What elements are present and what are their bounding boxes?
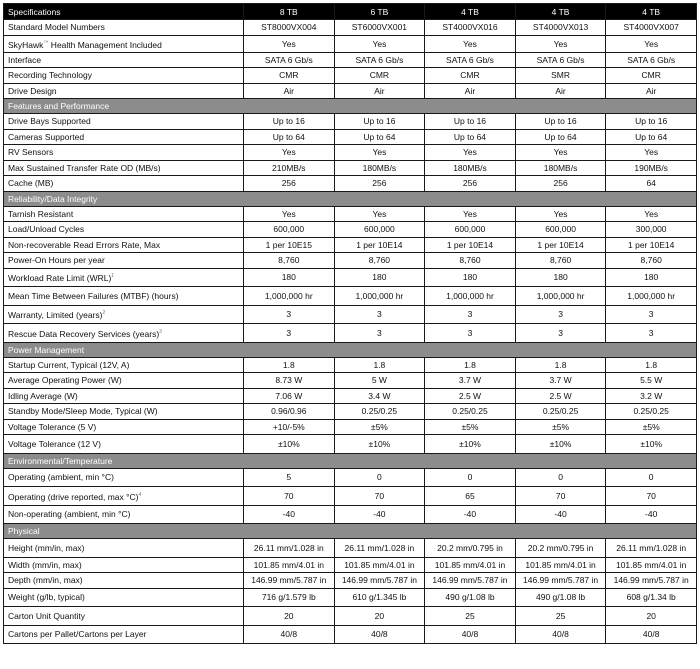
row-label-cell [4, 419, 244, 435]
spec-value-cell: 3 [425, 324, 516, 343]
table-row [4, 539, 697, 558]
spec-value-cell: 65 [425, 487, 516, 506]
spec-value-cell: 3 [425, 305, 516, 324]
spec-value-cell: Up to 16 [334, 114, 425, 130]
spec-value-cell: Up to 16 [244, 114, 335, 130]
spec-value-cell: ST8000VX004 [244, 20, 335, 36]
spec-value-cell: CMR [606, 68, 697, 84]
row-label: Max Sustained Transfer Rate OD (MB/s) [8, 162, 161, 173]
spec-value-cell: Yes [515, 145, 606, 161]
row-label: Tarnish Resistant [8, 208, 74, 219]
spec-value-cell: 20.2 mm/0.795 in [425, 539, 516, 558]
table-row [4, 588, 697, 607]
row-label-cell [4, 206, 244, 222]
spec-value-cell: 490 g/1.08 lb [515, 588, 606, 607]
spec-value-cell: Air [606, 83, 697, 99]
row-label-cell [4, 35, 244, 52]
row-label: Idling Average (W) [8, 390, 78, 401]
spec-value-cell: 26.11 mm/1.028 in [334, 539, 425, 558]
spec-value-cell: 256 [425, 176, 516, 192]
spec-value-cell: -40 [606, 505, 697, 524]
spec-value-cell: 3 [606, 324, 697, 343]
spec-value-cell: 190MB/s [606, 160, 697, 176]
row-label: Width (mm/in, max) [8, 559, 82, 570]
spec-value-cell: 146.99 mm/5.787 in [334, 573, 425, 589]
row-label-cell [4, 625, 244, 644]
spec-value-cell: 180 [606, 268, 697, 287]
spec-value-cell: 146.99 mm/5.787 in [606, 573, 697, 589]
spec-value-cell: 2.5 W [515, 388, 606, 404]
row-label-cell [4, 557, 244, 573]
spec-value-cell: ±10% [244, 435, 335, 454]
spec-value-cell: 3 [606, 305, 697, 324]
spec-value-cell: Yes [515, 35, 606, 52]
spec-value-cell: 20 [606, 607, 697, 626]
row-label-cell [4, 237, 244, 253]
row-label: Drive Bays Supported [8, 116, 91, 127]
spec-value-cell: 70 [515, 487, 606, 506]
spec-value-cell: -40 [334, 505, 425, 524]
table-row [4, 404, 697, 420]
table-row [4, 324, 697, 343]
row-label: Drive Design [8, 85, 57, 96]
row-label: Average Operating Power (W) [8, 375, 122, 386]
row-label: Depth (mm/in, max) [8, 575, 83, 586]
footnote-marker: 4 [138, 491, 142, 498]
table-row [4, 160, 697, 176]
spec-value-cell: 3 [334, 324, 425, 343]
spec-value-cell: ±10% [606, 435, 697, 454]
row-label: Power-On Hours per year [8, 255, 105, 266]
spec-value-cell: Air [244, 83, 335, 99]
spec-value-cell: 1 per 10E15 [244, 237, 335, 253]
spec-value-cell: 8,760 [515, 253, 606, 269]
spec-value-cell: 101.85 mm/4.01 in [334, 557, 425, 573]
row-label-cell [4, 20, 244, 36]
spec-value-cell: 64 [606, 176, 697, 192]
row-label-cell [4, 222, 244, 238]
row-label-cell [4, 253, 244, 269]
spec-value-cell: 1,000,000 hr [334, 287, 425, 306]
row-label: Voltage Tolerance (5 V) [8, 421, 97, 432]
footnote-marker: ™ [43, 39, 49, 46]
spec-value-cell: 0 [606, 468, 697, 487]
spec-value-cell: 146.99 mm/5.787 in [425, 573, 516, 589]
spec-value-cell: 101.85 mm/4.01 in [606, 557, 697, 573]
spec-value-cell: Yes [244, 206, 335, 222]
spec-value-cell: 180MB/s [334, 160, 425, 176]
spec-value-cell: Up to 64 [515, 129, 606, 145]
spec-value-cell: Yes [334, 206, 425, 222]
row-label-cell [4, 83, 244, 99]
row-label-cell [4, 607, 244, 626]
row-label: Voltage Tolerance (12 V) [8, 438, 101, 449]
table-row [4, 435, 697, 454]
spec-value-cell: ±5% [606, 419, 697, 435]
table-row [4, 145, 697, 161]
spec-value-cell: 600,000 [334, 222, 425, 238]
section-title: Environmental/Temperature [4, 453, 697, 468]
footnote-marker: 1 [111, 273, 115, 280]
footnote-marker: 3 [159, 328, 162, 335]
spec-value-cell: 101.85 mm/4.01 in [244, 557, 335, 573]
spec-value-cell: 180MB/s [515, 160, 606, 176]
table-row [4, 487, 697, 506]
spec-value-cell: 5.5 W [606, 373, 697, 389]
spec-value-cell: 210MB/s [244, 160, 335, 176]
spec-value-cell: 3 [515, 305, 606, 324]
row-label: Startup Current, Typical (12V, A) [8, 359, 130, 370]
spec-value-cell: 101.85 mm/4.01 in [425, 557, 516, 573]
section-header-row [4, 99, 697, 114]
spec-value-cell: -40 [244, 505, 335, 524]
row-label-cell [4, 357, 244, 373]
row-label-cell [4, 373, 244, 389]
spec-value-cell: 256 [334, 176, 425, 192]
spec-value-cell: CMR [425, 68, 516, 84]
spec-value-cell: 1,000,000 hr [244, 287, 335, 306]
spec-value-cell: 0 [334, 468, 425, 487]
spec-value-cell: 3.4 W [334, 388, 425, 404]
spec-value-cell: 3 [334, 305, 425, 324]
spec-value-cell: ±5% [334, 419, 425, 435]
table-row [4, 468, 697, 487]
table-row [4, 129, 697, 145]
spec-value-cell: 8,760 [425, 253, 516, 269]
row-label: Operating (ambient, min °C) [8, 472, 114, 483]
spec-value-cell: SATA 6 Gb/s [606, 52, 697, 68]
spec-value-cell: +10/-5% [244, 419, 335, 435]
row-label: Standard Model Numbers [8, 22, 105, 33]
row-label: Height (mm/in, max) [8, 542, 85, 553]
spec-value-cell: Yes [425, 206, 516, 222]
row-label: Cameras Supported [8, 131, 85, 142]
spec-sheet [3, 0, 696, 644]
spec-value-cell: SATA 6 Gb/s [515, 52, 606, 68]
row-label: Non-operating (ambient, min °C) [8, 509, 131, 520]
row-label-cell [4, 388, 244, 404]
table-row [4, 287, 697, 306]
spec-value-cell: 5 W [334, 373, 425, 389]
table-row [4, 206, 697, 222]
spec-value-cell: 0 [515, 468, 606, 487]
spec-value-cell: ±10% [334, 435, 425, 454]
specifications-table-body [4, 4, 697, 644]
footnote-marker: 2 [102, 310, 106, 317]
row-label: Cartons per Pallet/Cartons per Layer [8, 629, 147, 640]
spec-value-cell: 25 [515, 607, 606, 626]
spec-value-cell: 8,760 [606, 253, 697, 269]
spec-value-cell: ST4000VX016 [425, 20, 516, 36]
section-title: Power Management [4, 342, 697, 357]
spec-value-cell: 180 [334, 268, 425, 287]
table-row [4, 305, 697, 324]
row-label: RV Sensors [8, 147, 54, 158]
table-row [4, 505, 697, 524]
row-label-cell [4, 129, 244, 145]
table-row [4, 253, 697, 269]
row-label: Warranty, Limited (years) [8, 310, 103, 321]
spec-value-cell: 600,000 [244, 222, 335, 238]
spec-value-cell: Yes [244, 35, 335, 52]
spec-value-cell: Air [515, 83, 606, 99]
spec-value-cell: 600,000 [515, 222, 606, 238]
spec-value-cell: 101.85 mm/4.01 in [515, 557, 606, 573]
spec-value-cell: Up to 16 [425, 114, 516, 130]
row-label-cell [4, 539, 244, 558]
spec-value-cell: 3 [515, 324, 606, 343]
spec-value-cell: 26.11 mm/1.028 in [606, 539, 697, 558]
section-title: Physical [4, 524, 697, 539]
spec-value-cell: Up to 64 [244, 129, 335, 145]
spec-value-cell: 7.06 W [244, 388, 335, 404]
row-label: Rescue Data Recovery Services (years) [8, 328, 160, 339]
spec-value-cell: 70 [334, 487, 425, 506]
row-label-cell [4, 176, 244, 192]
spec-value-cell: 1 per 10E14 [425, 237, 516, 253]
spec-value-cell: 146.99 mm/5.787 in [515, 573, 606, 589]
table-row [4, 35, 697, 52]
spec-value-cell: 180MB/s [425, 160, 516, 176]
spec-value-cell: ST4000VX013 [515, 20, 606, 36]
spec-value-cell: Air [334, 83, 425, 99]
table-row [4, 222, 697, 238]
table-row [4, 176, 697, 192]
spec-value-cell: Yes [244, 145, 335, 161]
row-label-cell [4, 160, 244, 176]
spec-value-cell: 1 per 10E14 [334, 237, 425, 253]
row-label-cell [4, 305, 244, 324]
spec-value-cell: CMR [334, 68, 425, 84]
header-capacity: 4 TB [515, 4, 606, 20]
spec-value-cell: 180 [515, 268, 606, 287]
row-label-cell [4, 145, 244, 161]
spec-value-cell: 40/8 [425, 625, 516, 644]
row-label-cell [4, 588, 244, 607]
spec-value-cell: 1,000,000 hr [425, 287, 516, 306]
spec-value-cell: 1 per 10E14 [606, 237, 697, 253]
spec-value-cell: SATA 6 Gb/s [334, 52, 425, 68]
spec-value-cell: Up to 16 [606, 114, 697, 130]
spec-value-cell: 3 [244, 324, 335, 343]
table-row [4, 52, 697, 68]
table-header-row [4, 4, 697, 20]
spec-value-cell: 300,000 [606, 222, 697, 238]
spec-value-cell: Yes [606, 35, 697, 52]
spec-value-cell: 256 [244, 176, 335, 192]
table-row [4, 625, 697, 644]
spec-value-cell: 610 g/1.345 lb [334, 588, 425, 607]
row-label-cell [4, 114, 244, 130]
spec-value-cell: 40/8 [244, 625, 335, 644]
spec-value-cell: 3.7 W [515, 373, 606, 389]
row-label: Load/Unload Cycles [8, 224, 85, 235]
spec-value-cell: ±5% [425, 419, 516, 435]
spec-value-cell: 2.5 W [425, 388, 516, 404]
row-label-cell [4, 505, 244, 524]
spec-value-cell: 146.99 mm/5.787 in [244, 573, 335, 589]
specifications-table [3, 3, 697, 644]
table-row [4, 357, 697, 373]
table-row [4, 419, 697, 435]
row-label: Cache (MB) [8, 178, 54, 189]
spec-value-cell: Yes [606, 206, 697, 222]
spec-value-cell: SMR [515, 68, 606, 84]
spec-value-cell: 26.11 mm/1.028 in [244, 539, 335, 558]
spec-value-cell: 1,000,000 hr [606, 287, 697, 306]
row-label: Weight (g/lb, typical) [8, 592, 85, 603]
section-title: Reliability/Data Integrity [4, 191, 697, 206]
spec-value-cell: ST6000VX001 [334, 20, 425, 36]
row-label-cell [4, 435, 244, 454]
row-label: Non-recoverable Read Errors Rate, Max [8, 239, 161, 250]
spec-value-cell: Yes [334, 145, 425, 161]
spec-value-cell: Yes [606, 145, 697, 161]
spec-value-cell: Yes [334, 35, 425, 52]
row-label-cell [4, 268, 244, 287]
row-label-cell [4, 287, 244, 306]
header-capacity: 6 TB [334, 4, 425, 20]
spec-value-cell: 0.96/0.96 [244, 404, 335, 420]
row-label-cell [4, 468, 244, 487]
table-row [4, 557, 697, 573]
row-label: Standby Mode/Sleep Mode, Typical (W) [8, 406, 158, 417]
spec-value-cell: 8,760 [244, 253, 335, 269]
table-row [4, 83, 697, 99]
spec-value-cell: 3.7 W [425, 373, 516, 389]
spec-value-cell: 1,000,000 hr [515, 287, 606, 306]
spec-value-cell: Yes [425, 35, 516, 52]
row-label: Mean Time Between Failures (MTBF) (hours) [8, 290, 179, 301]
table-row [4, 373, 697, 389]
spec-value-cell: Up to 64 [425, 129, 516, 145]
row-label: Recording Technology [8, 70, 92, 81]
row-label: Carton Unit Quantity [8, 610, 86, 621]
spec-value-cell: SATA 6 Gb/s [244, 52, 335, 68]
spec-value-cell: -40 [515, 505, 606, 524]
spec-value-cell: 8.73 W [244, 373, 335, 389]
spec-value-cell: 20.2 mm/0.795 in [515, 539, 606, 558]
spec-value-cell: 0.25/0.25 [334, 404, 425, 420]
spec-value-cell: 40/8 [606, 625, 697, 644]
row-label: Operating (drive reported, max °C) [8, 491, 139, 502]
row-label-cell [4, 52, 244, 68]
row-label: SkyHawk [8, 39, 44, 50]
spec-value-cell: 0 [425, 468, 516, 487]
row-label-cell [4, 487, 244, 506]
spec-value-cell: ±10% [425, 435, 516, 454]
spec-value-cell: 490 g/1.08 lb [425, 588, 516, 607]
spec-value-cell: SATA 6 Gb/s [425, 52, 516, 68]
spec-value-cell: 716 g/1.579 lb [244, 588, 335, 607]
spec-value-cell: ±10% [515, 435, 606, 454]
row-label-cell [4, 324, 244, 343]
spec-value-cell: 1.8 [606, 357, 697, 373]
spec-value-cell: 1.8 [334, 357, 425, 373]
table-row [4, 573, 697, 589]
header-capacity: 4 TB [606, 4, 697, 20]
spec-value-cell: 180 [425, 268, 516, 287]
spec-value-cell: 180 [244, 268, 335, 287]
table-row [4, 268, 697, 287]
spec-value-cell: 5 [244, 468, 335, 487]
spec-value-cell: 8,760 [334, 253, 425, 269]
header-label: Specifications [4, 4, 244, 20]
spec-value-cell: Yes [515, 206, 606, 222]
row-label-cell [4, 68, 244, 84]
section-header-row [4, 453, 697, 468]
spec-value-cell: 1.8 [515, 357, 606, 373]
header-capacity: 8 TB [244, 4, 335, 20]
spec-value-cell: 600,000 [425, 222, 516, 238]
spec-value-cell: Up to 16 [515, 114, 606, 130]
table-row [4, 237, 697, 253]
section-header-row [4, 342, 697, 357]
spec-value-cell: 25 [425, 607, 516, 626]
table-row [4, 68, 697, 84]
row-label-cell [4, 404, 244, 420]
table-row [4, 388, 697, 404]
table-row [4, 607, 697, 626]
table-row [4, 20, 697, 36]
spec-value-cell: Air [425, 83, 516, 99]
spec-value-cell: 3 [244, 305, 335, 324]
spec-value-cell: 608 g/1.34 lb [606, 588, 697, 607]
section-title: Features and Performance [4, 99, 697, 114]
table-row [4, 114, 697, 130]
spec-value-cell: Up to 64 [606, 129, 697, 145]
spec-value-cell: 70 [606, 487, 697, 506]
section-header-row [4, 191, 697, 206]
spec-value-cell: ±5% [515, 419, 606, 435]
spec-value-cell: 0.25/0.25 [606, 404, 697, 420]
spec-value-cell: 40/8 [515, 625, 606, 644]
row-label-cell [4, 573, 244, 589]
spec-value-cell: 1 per 10E14 [515, 237, 606, 253]
spec-value-cell: 256 [515, 176, 606, 192]
spec-value-cell: 20 [244, 607, 335, 626]
spec-value-cell: 1.8 [425, 357, 516, 373]
spec-value-cell: 0.25/0.25 [425, 404, 516, 420]
spec-value-cell: -40 [425, 505, 516, 524]
spec-value-cell: 1.8 [244, 357, 335, 373]
spec-value-cell: Up to 64 [334, 129, 425, 145]
spec-value-cell: 3.2 W [606, 388, 697, 404]
spec-value-cell: 40/8 [334, 625, 425, 644]
spec-value-cell: 70 [244, 487, 335, 506]
spec-value-cell: CMR [244, 68, 335, 84]
row-label-rest: Health Management Included [48, 39, 162, 50]
header-capacity: 4 TB [425, 4, 516, 20]
spec-value-cell: Yes [425, 145, 516, 161]
spec-value-cell: ST4000VX007 [606, 20, 697, 36]
row-label: Workload Rate Limit (WRL) [8, 273, 112, 284]
spec-value-cell: 20 [334, 607, 425, 626]
spec-value-cell: 0.25/0.25 [515, 404, 606, 420]
section-header-row [4, 524, 697, 539]
row-label: Interface [8, 54, 42, 65]
